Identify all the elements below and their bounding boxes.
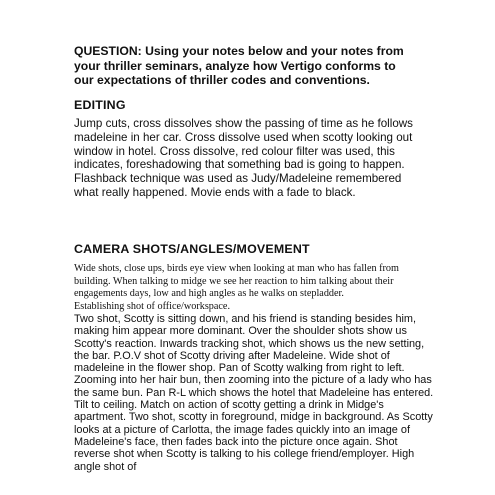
camera-shots-paragraph: Two shot, Scotty is sitting down, and his friend is standing besides him, making him appear more dominant. Over the shoulder shots show us Scotty's reaction. Inwards tracking shot, which shows us the new setting, the bar. P.O.V shot of Scotty driving after Madeleine. Wide shot of madeleine in the flower shop. Pan of Scotty walking from right to left. Zooming into her hair bun, then zooming into the picture of a lady who has the same bun. Pan R-L which shows the hotel that Madeleine has entered. Tilt to ceiling. Match on action of scotty getting a drink in Midge's apartment. Two shot, scotty in foreground, midge in background. As Scotty looks at a picture of Carlotta, the image fades quickly into an image of Madeleine's face, then fades back into the picture once again. Shot reverse shot when Scotty is talking to his college friend/employer. High angle shot of <box>74 313 434 473</box>
editing-heading: EDITING <box>74 98 126 112</box>
camera-heading: CAMERA SHOTS/ANGLES/MOVEMENT <box>74 242 310 256</box>
editing-paragraph: Jump cuts, cross dissolves show the passing of time as he follows madeleine in her car. Cross dissolve used when scotty looking out window in hotel. Cross dissolve, red colour filter was used, this indicates, foreshadowing that something bad is going to happen. Flashback technique was used as Judy/Madeleine remembered what really happened. Movie ends with a fade to black. <box>74 117 413 199</box>
question-prompt: QUESTION: Using your notes below and your notes from your thriller seminars, analyze how Vertigo conforms to our expectations of thriller codes and conventions. <box>74 44 404 87</box>
camera-notes-line: Establishing shot of office/workspace. <box>74 301 230 312</box>
camera-notes-paragraph: Wide shots, close ups, birds eye view when looking at man who has fallen from building. When talking to midge we see her reaction to him talking about their engagements days, low and high angles as he walks on stepladder. <box>74 263 399 300</box>
